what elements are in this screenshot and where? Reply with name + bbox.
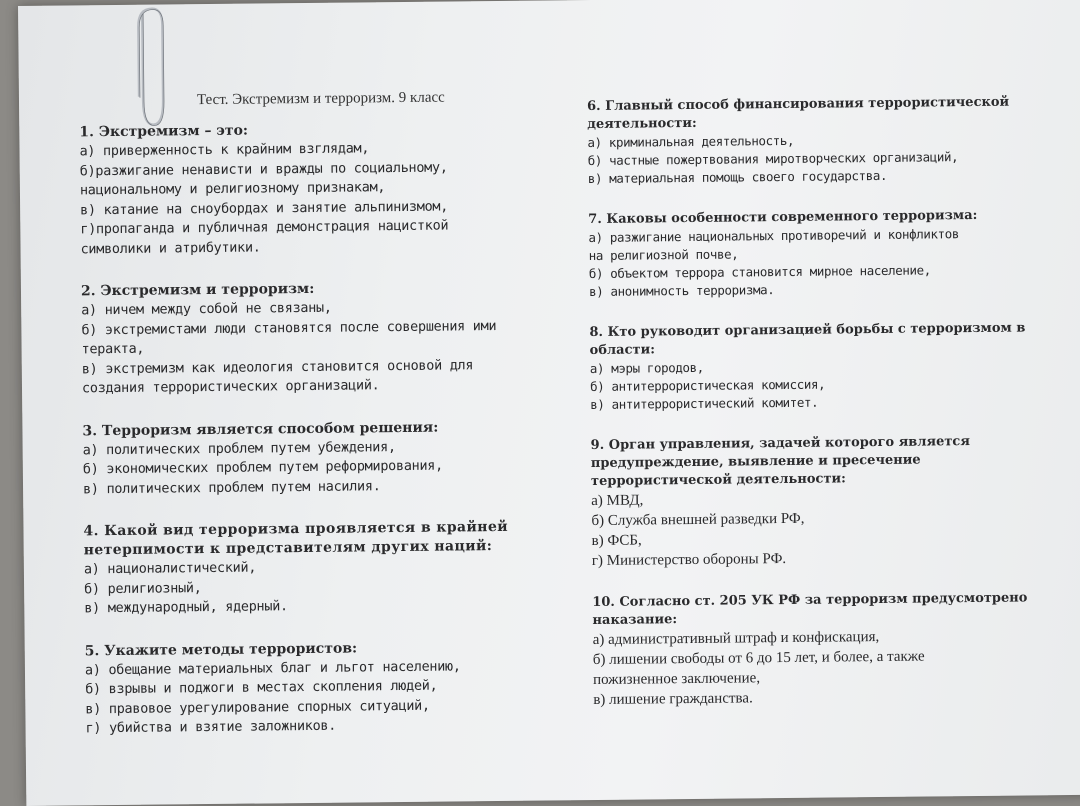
question-4-option: в) международный, ядерный. [84, 598, 288, 617]
question-6-option: в) материальная помощь своего государства. [587, 167, 888, 187]
question-4-heading: нетерпимости к представителям других наций: [83, 538, 493, 559]
question-10-option: а) административный штраф и конфискация, [592, 629, 880, 649]
question-7 [588, 206, 1059, 301]
question-10-option: б) лишении свободы от 6 до 15 лет, и более, а также [592, 648, 925, 669]
question-2-option: а) ничем между собой не связаны, [81, 299, 332, 319]
question-1-option: б)разжигание ненависти и вражды по социальному, [79, 159, 448, 179]
question-8 [589, 319, 1060, 414]
question-9-option: б) Служба внешней разведки РФ, [591, 510, 805, 530]
question-2-heading: 2. Экстремизм и терроризм: [80, 280, 315, 300]
question-3-option: б) экономических проблем путем реформирования, [82, 457, 443, 478]
question-5-option: а) обещание материальных благ и льгот населению, [84, 657, 461, 678]
question-10-option: пожизненное заключение, [593, 670, 761, 689]
question-6-option: б) частные пожертвования миротворческих организаций, [587, 149, 959, 169]
question-10-heading: 10. Согласно ст. 205 УК РФ за терроризм предусмотрено [592, 590, 1028, 611]
question-2-option: создания террористических организаций. [81, 377, 380, 397]
question-5-heading: 5. Укажите методы террористов: [84, 639, 358, 659]
question-7-option: в) анонимность терроризма. [588, 282, 775, 300]
question-9-option: г) Министерство обороны РФ. [591, 550, 787, 570]
question-1-heading: 1. Экстремизм – это: [79, 122, 249, 141]
question-7-option: б) объектом террора становится мирное население, [588, 262, 931, 282]
question-10-heading: наказание: [592, 612, 678, 629]
left-column [79, 118, 556, 761]
question-1-option: в) катание на сноубордах и занятие альпинизмом, [80, 198, 449, 218]
question-1-option: символики и атрибутики. [80, 238, 261, 257]
question-3 [82, 417, 553, 499]
question-9 [591, 432, 1062, 571]
question-9-option: а) МВД, [591, 492, 644, 510]
question-6-heading: деятельности: [587, 115, 697, 133]
question-10-option: в) лишение гражданства. [593, 690, 753, 709]
question-2-option: в) экстремизм как идеология становится основой для [81, 356, 474, 377]
question-10 [592, 589, 1063, 710]
question-8-option: в) антитеррористический комитет. [590, 394, 819, 413]
question-9-option: в) ФСБ, [591, 532, 642, 550]
question-6-option: а) криминальная деятельность, [587, 132, 795, 151]
question-8-heading: области: [589, 342, 656, 359]
question-9-heading: террористической деятельности: [590, 471, 846, 490]
question-1 [79, 118, 550, 259]
question-4-option: а) националистический, [83, 559, 257, 578]
question-2-option: б) экстремистами люди становятся после совершения ими [81, 317, 497, 338]
question-4-option: б) религиозный, [84, 579, 202, 597]
paperclip-icon [128, 4, 169, 134]
question-7-option: а) разжигание национальных противоречий и конфликтов [588, 226, 960, 246]
test-title: Тест. Экстремизм и терроризм. 9 класс [196, 89, 445, 109]
question-6-heading: 6. Главный способ финансирования террористической [587, 94, 1010, 115]
question-5 [85, 637, 556, 739]
question-5-option: б) взрывы и поджоги в местах скопления людей, [85, 677, 438, 698]
question-3-heading: 3. Терроризм является способом решения: [82, 419, 439, 439]
question-2-option: теракта, [81, 340, 145, 358]
question-3-option: а) политических проблем путем убеждения, [82, 438, 396, 458]
question-7-option: на религиозной почве, [588, 246, 739, 264]
question-4-heading: 4. Какой вид терроризма проявляется в крайней [83, 518, 509, 540]
question-5-option: г) убийства и взятие заложников. [85, 717, 337, 737]
question-3-option: в) политических проблем путем насилия. [82, 477, 381, 497]
question-6 [587, 93, 1058, 188]
question-7-heading: 7. Каковы особенности современного терроризма: [588, 207, 978, 228]
question-8-option: а) мэры городов, [589, 359, 704, 377]
right-column [587, 93, 1064, 733]
question-9-heading: 9. Орган управления, задачей которого является [590, 434, 971, 454]
test-paper-sheet [18, 0, 1080, 806]
question-1-option: а) приверженность к крайним взглядам, [79, 140, 370, 160]
question-1-option: национальному и религиозному признакам, [79, 179, 386, 199]
question-5-option: в) правовое урегулирование спорных ситуаций, [85, 697, 430, 717]
question-8-option: б) антитеррористическая комиссия, [589, 376, 826, 395]
question-4 [83, 517, 554, 618]
question-1-option: г)пропаганда и публичная демонстрация нацисткой [80, 217, 449, 238]
question-8-heading: 8. Кто руководит организацией борьбы с терроризмом в [589, 320, 1026, 341]
question-2 [81, 277, 552, 398]
question-9-heading: предупреждение, выявление и пресечение [590, 452, 921, 472]
